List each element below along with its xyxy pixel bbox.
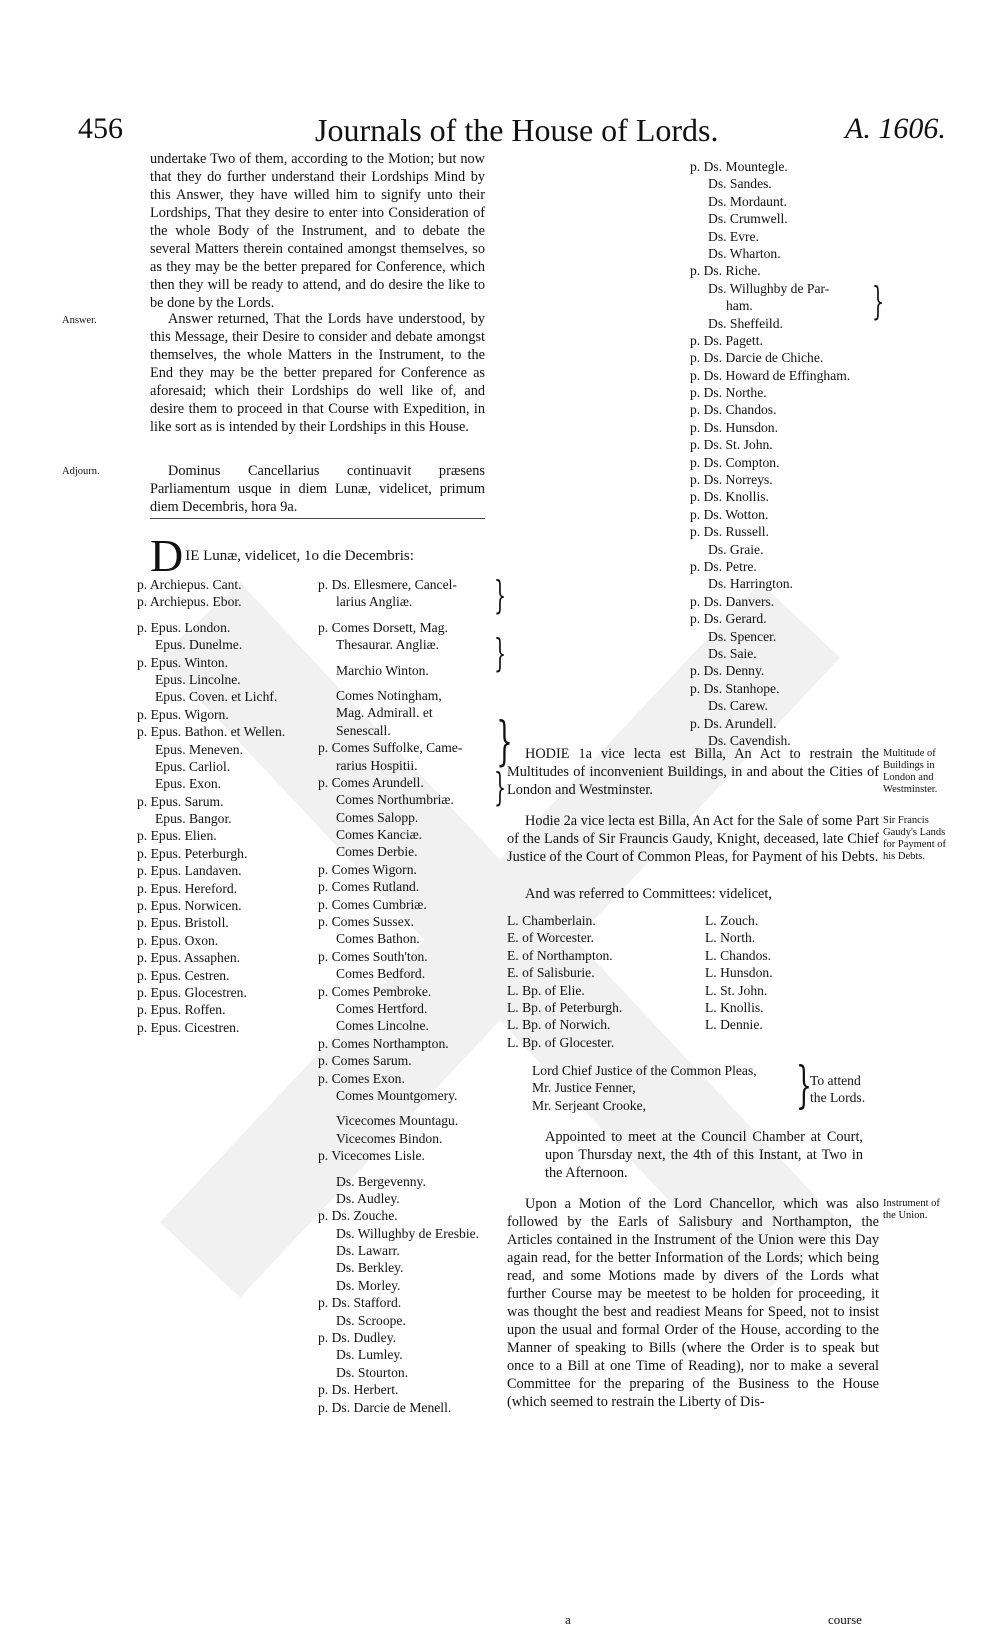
- list-item: p. Vicecomes Lisle.: [318, 1148, 425, 1164]
- list-item: Ds. Berkley.: [336, 1260, 404, 1276]
- list-item: Comes Bedford.: [336, 966, 426, 982]
- drop-cap: D: [150, 530, 184, 581]
- margin-note-union: Instrument of the Union.: [883, 1198, 940, 1221]
- committee-list-right: [705, 912, 773, 1034]
- list-item: [318, 1104, 479, 1112]
- catchword: course: [828, 1612, 862, 1627]
- list-item: Lord Chief Justice of the Common Pleas,: [532, 1063, 757, 1078]
- list-item: Comes Derbie.: [336, 844, 418, 860]
- attendance-list-bishops: [137, 576, 285, 1036]
- list-item: p. Archiepus. Ebor.: [137, 594, 242, 610]
- page-year: A. 1606.: [845, 112, 946, 145]
- list-item: Ds. Lawarr.: [336, 1243, 400, 1259]
- list-item: L. Knollis.: [705, 999, 764, 1015]
- list-item: Ds. Spencer.: [708, 628, 777, 644]
- list-item: p. Epus. Landaven.: [137, 863, 242, 879]
- list-item: Epus. Carliol.: [155, 758, 231, 774]
- list-item: p. Epus. Winton.: [137, 654, 228, 670]
- list-item: ham.: [726, 298, 753, 314]
- list-item: Ds. Mordaunt.: [708, 193, 787, 209]
- list-item: p. Epus. Peterburgh.: [137, 845, 248, 861]
- list-item: Epus. Lincolne.: [155, 671, 241, 687]
- list-item: Ds. Cavendish.: [708, 732, 791, 748]
- list-item: Mr. Justice Fenner,: [532, 1080, 636, 1096]
- list-item: p. Ds. Knollis.: [690, 489, 769, 505]
- list-item: p. Comes South'ton.: [318, 948, 428, 964]
- list-item: Comes Salopp.: [336, 809, 419, 825]
- list-item: p. Epus. Bathon. et Wellen.: [137, 724, 286, 740]
- list-item: p. Ds. Ellesmere, Cancel-: [318, 577, 457, 592]
- referred-to-committees: And was referred to Committees: videlicet,: [525, 886, 772, 902]
- list-item: Vicecomes Bindon.: [336, 1130, 443, 1146]
- list-item: p. Ds. Gerard.: [690, 611, 767, 627]
- list-item: p. Ds. Danvers.: [690, 593, 775, 609]
- list-item: larius Angliæ.: [336, 594, 413, 610]
- list-item: Comes Bathon.: [336, 931, 420, 947]
- list-item: L. St. John.: [705, 982, 768, 998]
- list-item: Epus. Bangor.: [155, 811, 232, 827]
- list-item: L. Hunsdon.: [705, 965, 773, 981]
- signature-mark: a: [565, 1612, 571, 1627]
- list-item: Ds. Carew.: [708, 698, 768, 714]
- list-item: Comes Lincolne.: [336, 1018, 429, 1034]
- list-item: p. Ds. Stanhope.: [690, 680, 780, 696]
- list-item: p. Comes Arundell.: [318, 774, 424, 790]
- bill-second-reading: Hodie 2a vice lecta est Billa, An Act for the Sale of some Part of the Lands of Sir Frauncis Gaudy, Knight, deceased, late Chief Justice of the Court of Common Pleas, for Payment of his Debts.: [507, 813, 879, 865]
- list-item: p. Ds. Pagett.: [690, 332, 763, 348]
- list-item: p. Comes Exon.: [318, 1070, 405, 1086]
- list-item: p. Ds. Stafford.: [318, 1295, 402, 1311]
- list-item: Epus. Dunelme.: [155, 637, 243, 653]
- margin-note-buildings: Multitude of Buildings in London and Westminster.: [883, 748, 938, 795]
- list-item: Comes Northumbriæ.: [336, 792, 454, 808]
- list-item: E. of Northampton.: [507, 947, 613, 963]
- list-item: Comes Notingham,: [336, 687, 442, 703]
- attending-justices: [532, 1062, 757, 1114]
- list-item: L. Bp. of Norwich.: [507, 1017, 611, 1033]
- list-item: p. Ds. Howard de Effingham.: [690, 367, 851, 383]
- list-item: Ds. Stourton.: [336, 1364, 409, 1380]
- list-item: Epus. Exon.: [155, 776, 222, 792]
- day-heading-text: IE Lunæ, videlicet, 1o die Decembris:: [185, 548, 414, 564]
- appointment-note: Appointed to meet at the Council Chamber at Court, upon Thursday next, the 4th of this Instant, at Two in the Afternoon.: [545, 1129, 863, 1181]
- list-item: p. Ds. Mountegle.: [690, 159, 788, 174]
- list-item: p. Comes Dorsett, Mag.: [318, 619, 448, 635]
- brace: }: [496, 712, 513, 772]
- list-item: p. Ds. Norreys.: [690, 472, 773, 488]
- list-item: Ds. Willughby de Par-: [708, 280, 830, 296]
- brace: }: [795, 1056, 812, 1114]
- list-item: Ds. Sheffeild.: [708, 315, 783, 331]
- list-item: p. Comes Northampton.: [318, 1035, 449, 1051]
- list-item: Mr. Serjeant Crooke,: [532, 1097, 647, 1113]
- list-item: p. Ds. Russell.: [690, 524, 769, 540]
- list-item: p. Comes Sarum.: [318, 1053, 412, 1069]
- list-item: Ds. Bergevenny.: [336, 1173, 426, 1189]
- list-item: p. Comes Sussex.: [318, 914, 414, 930]
- paragraph-adjourn: Dominus Cancellarius continuavit præsens Parliamentum usque in diem Lunæ, videlicet, primum diem Decembris, hora 9a.: [150, 463, 485, 515]
- margin-note-adjourn: Adjourn.: [62, 466, 100, 477]
- bill-first-reading: HODIE 1a vice lecta est Billa, An Act to restrain the Multitudes of inconvenient Buildings, in and about the Cities of London and Westminster.: [507, 746, 879, 798]
- list-item: Ds. Graie.: [708, 541, 764, 557]
- list-item: Comes Mountgomery.: [336, 1087, 458, 1103]
- list-item: p. Ds. Petre.: [690, 558, 757, 574]
- list-item: Ds. Crumwell.: [708, 211, 788, 227]
- list-item: Ds. Lumley.: [336, 1347, 403, 1363]
- list-item: p. Ds. Denny.: [690, 663, 765, 679]
- margin-note-gaudy: Sir Francis Gaudy's Lands for Payment of his Debts.: [883, 815, 946, 862]
- brace: }: [494, 573, 507, 617]
- list-item: p. Ds. Riche.: [690, 263, 761, 279]
- list-item: Ds. Sandes.: [708, 176, 772, 192]
- page-title: Journals of the House of Lords.: [315, 112, 719, 148]
- paragraph-answer: Answer returned, That the Lords have understood, by this Message, their Desire to consider and debate amongst themselves, the whole Matters in the Instrument, to the End they may be the better prepared for Conference as aforesaid; which their Lordships do well like of, and desire them to proceed in that Course with Expedition, in like sort as is intended by their Lordships in this House.: [150, 311, 485, 435]
- list-item: L. Bp. of Glocester.: [507, 1034, 615, 1050]
- list-item: Ds. Willughby de Eresbie.: [336, 1225, 480, 1241]
- list-item: L. Dennie.: [705, 1017, 763, 1033]
- list-item: Vicecomes Mountagu.: [336, 1113, 459, 1129]
- list-item: p. Epus. Cicestren.: [137, 1019, 240, 1035]
- margin-note-answer: Answer.: [62, 315, 97, 326]
- list-item: p. Epus. Roffen.: [137, 1002, 226, 1018]
- list-item: Senescall.: [336, 722, 391, 738]
- list-item: p. Epus. London.: [137, 619, 231, 635]
- list-item: p. Epus. Elien.: [137, 828, 217, 844]
- list-item: p. Epus. Hereford.: [137, 880, 238, 896]
- list-item: E. of Salisburie.: [507, 965, 595, 981]
- list-item: [318, 679, 479, 687]
- list-item: Mag. Admirall. et: [336, 705, 433, 721]
- list-item: Ds. Scroope.: [336, 1312, 406, 1328]
- list-item: [318, 654, 479, 662]
- list-item: Marchio Winton.: [336, 662, 429, 678]
- list-item: L. Chamberlain.: [507, 913, 596, 928]
- list-item: p. Ds. Wotton.: [690, 506, 769, 522]
- list-item: p. Epus. Cestren.: [137, 967, 230, 983]
- list-item: p. Ds. Arundell.: [690, 715, 777, 731]
- list-item: p. Ds. Hunsdon.: [690, 419, 778, 435]
- brace: }: [494, 631, 507, 675]
- list-item: L. North.: [705, 930, 756, 946]
- attendance-list-barons: [690, 158, 850, 749]
- list-item: p. Epus. Oxon.: [137, 932, 219, 948]
- list-item: p. Comes Cumbriæ.: [318, 896, 427, 912]
- list-item: p. Epus. Wigorn.: [137, 706, 229, 722]
- list-item: [318, 611, 479, 619]
- list-item: p. Ds. Chandos.: [690, 402, 777, 418]
- list-item: Ds. Audley.: [336, 1190, 400, 1206]
- list-item: Ds. Saie.: [708, 645, 757, 661]
- paragraph-union: Upon a Motion of the Lord Chancellor, which was also followed by the Earls of Salisbury and Northampton, the Articles contained in the Instrument of the Union were this Day again read, for the better Information of the Lords; which being read, and some Motions made by divers of the Lords what further Course may be meetest to be holden for proceeding, it was thought the best and readiest Means for Speed, not to insist upon the usual and formal Order of the House, according to the Manner of speaking to Bills (where the Order is to speak but once to a Bill at one Time of Reading), nor to make a several Committee for the preparing of the Business to the House (which seemed to restrain the Liberty of Dis-: [507, 1196, 879, 1410]
- list-item: p. Ds. Compton.: [690, 454, 780, 470]
- page-number: 456: [78, 112, 123, 145]
- list-item: Ds. Morley.: [336, 1277, 401, 1293]
- list-item: p. Epus. Glocestren.: [137, 984, 247, 1000]
- list-item: Ds. Evre.: [708, 228, 759, 244]
- list-item: p. Epus. Sarum.: [137, 793, 224, 809]
- list-item: p. Ds. Herbert.: [318, 1382, 399, 1398]
- list-item: p. Ds. Northe.: [690, 385, 767, 401]
- list-item: p. Comes Wigorn.: [318, 861, 417, 877]
- list-item: the Lords.: [810, 1090, 866, 1106]
- list-item: Epus. Meneven.: [155, 741, 243, 757]
- attend-label: [810, 1072, 865, 1107]
- list-item: p. Epus. Norwicen.: [137, 898, 242, 914]
- list-item: p. Ds. Dudley.: [318, 1330, 397, 1346]
- list-item: p. Epus. Assaphen.: [137, 950, 241, 966]
- attendance-list-lords-temporal: [318, 576, 479, 1416]
- list-item: p. Comes Rutland.: [318, 879, 420, 895]
- list-item: Ds. Harrington.: [708, 576, 793, 592]
- list-item: p. Comes Suffolke, Came-: [318, 740, 463, 756]
- list-item: L. Chandos.: [705, 947, 772, 963]
- list-item: p. Epus. Bristoll.: [137, 915, 229, 931]
- list-item: p. Ds. Zouche.: [318, 1208, 398, 1224]
- list-item: Comes Hertford.: [336, 1000, 428, 1016]
- list-item: p. Comes Pembroke.: [318, 983, 432, 999]
- paragraph-message: undertake Two of them, according to the Motion; but now that they do further understand their Lordships Mind by this Answer, they have willed him to signify unto their Lordships, That they desire to enter into Consideration of the whole Body of the Instrument, and to debate the several Matters therein contained amongst themselves, so as they may be the better prepared for Conference, which then they will be ready to attend, and do desire the like to be done by the Lords.: [150, 151, 485, 311]
- brace: }: [872, 279, 885, 323]
- list-item: rarius Hospitii.: [336, 757, 418, 773]
- list-item: Ds. Wharton.: [708, 245, 781, 261]
- list-item: L. Zouch.: [705, 913, 759, 928]
- list-item: Thesaurar. Angliæ.: [336, 637, 440, 653]
- day-heading: [150, 530, 490, 581]
- list-item: [318, 1165, 479, 1173]
- list-item: [137, 611, 285, 619]
- committee-list-left: [507, 912, 622, 1051]
- list-item: To attend: [810, 1073, 861, 1088]
- list-item: L. Bp. of Peterburgh.: [507, 999, 623, 1015]
- list-item: L. Bp. of Elie.: [507, 982, 585, 998]
- list-item: Comes Kanciæ.: [336, 827, 423, 843]
- list-item: p. Ds. Darcie de Chiche.: [690, 350, 824, 366]
- list-item: p. Ds. St. John.: [690, 437, 773, 453]
- list-item: p. Archiepus. Cant.: [137, 577, 242, 592]
- list-item: E. of Worcester.: [507, 930, 594, 946]
- brace: }: [494, 765, 507, 809]
- list-item: p. Ds. Darcie de Menell.: [318, 1399, 452, 1415]
- list-item: Epus. Coven. et Lichf.: [155, 689, 278, 705]
- divider: [150, 518, 485, 519]
